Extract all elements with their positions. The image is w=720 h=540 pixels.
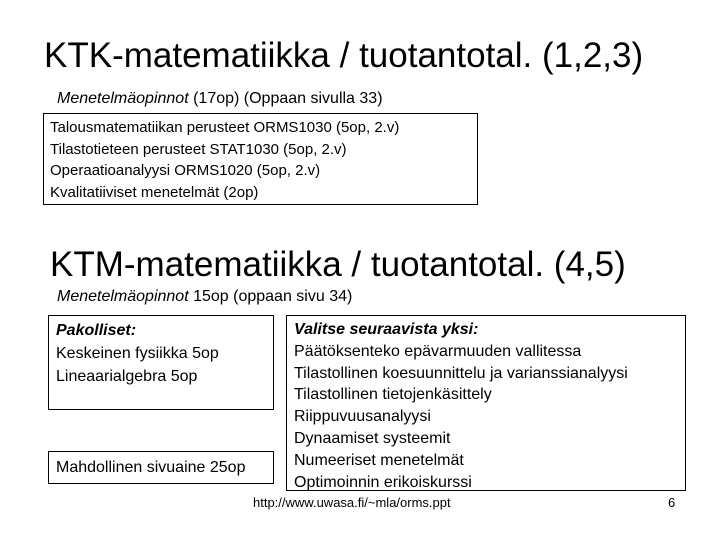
section2-subtitle	[57, 287, 352, 307]
course-item: Kvalitatiiviset menetelmät (2op)	[50, 183, 259, 201]
section2-subtitle-rest: 15op (oppaan sivu 34)	[188, 288, 353, 305]
section2-subtitle-italic: Menetelmäopinnot	[57, 288, 189, 305]
section1-title: KTK-matematiikka / tuotantotal. (1,2,3)	[44, 36, 644, 75]
elective-item: Tilastollinen tietojenkäsittely	[294, 386, 492, 404]
elective-heading: Valitse seuraavista yksi:	[294, 321, 479, 338]
elective-item: Numeeriset menetelmät	[294, 451, 464, 469]
elective-item: Päätöksenteko epävarmuuden vallitessa	[294, 342, 582, 360]
elective-item: Optimoinnin erikoiskurssi	[294, 473, 472, 491]
course-item: Operaatioanalyysi ORMS1020 (5op, 2.v)	[50, 162, 321, 179]
course-item: Talousmatematiikan perusteet ORMS1030 (5op, 2.v)	[50, 119, 400, 136]
page-number: 6	[668, 495, 676, 510]
mandatory-box	[48, 315, 274, 410]
mandatory-heading: Pakolliset:	[56, 322, 137, 339]
section1-subtitle-rest: (17op) (Oppaan sivulla 33)	[188, 90, 383, 107]
section1-subtitle-italic: Menetelmäopinnot	[57, 90, 189, 107]
mandatory-item: Lineaarialgebra 5op	[56, 368, 198, 385]
course-item: Tilastotieteen perusteet STAT1030 (5op, 2.v)	[50, 140, 347, 158]
section1-subtitle	[57, 89, 383, 109]
elective-item: Dynaamiset systeemit	[294, 429, 451, 447]
elective-item: Riippuvuusanalyysi	[294, 408, 431, 426]
minor-box	[48, 451, 274, 484]
section2-title: KTM-matematiikka / tuotantotal. (4,5)	[50, 245, 626, 284]
elective-box	[286, 315, 686, 491]
minor-item: Mahdollinen sivuaine 25op	[56, 459, 246, 476]
section1-course-box	[43, 113, 478, 205]
footer-url: http://www.uwasa.fi/~mla/orms.ppt	[253, 495, 451, 510]
mandatory-item: Keskeinen fysiikka 5op	[56, 345, 219, 362]
elective-item: Tilastollinen koesuunnittelu ja varianssianalyysi	[294, 364, 628, 382]
